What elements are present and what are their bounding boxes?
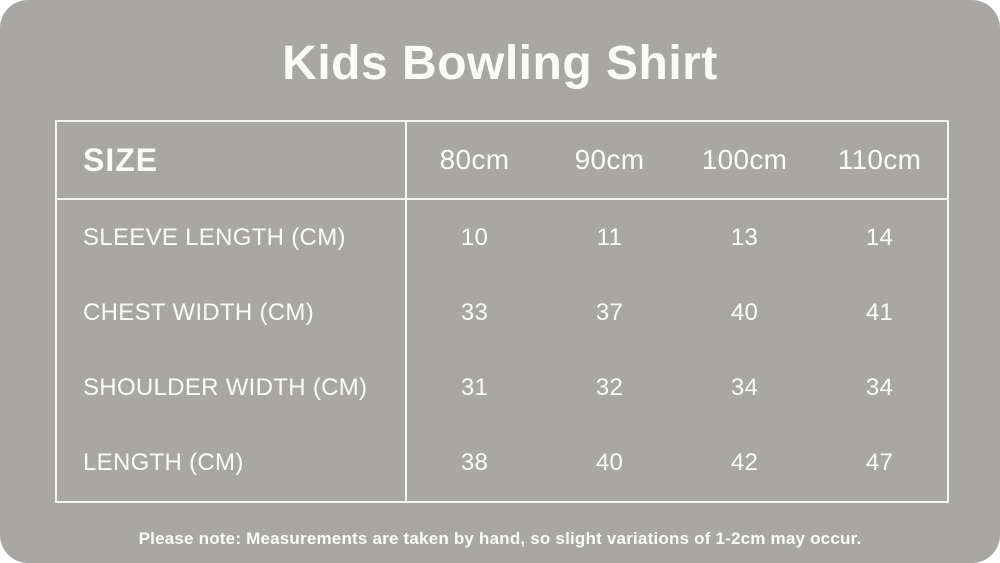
table-cell: 32 — [595, 374, 624, 402]
table-cell: 40 — [595, 449, 624, 477]
table-cell: 14 — [865, 223, 894, 251]
table-corner-header: SIZE — [57, 122, 407, 200]
table-cell: 10 — [460, 223, 489, 251]
table-cell: 40 — [730, 298, 759, 326]
table-cell: 34 — [730, 374, 759, 402]
table-cell: 11 — [596, 223, 623, 251]
column-header-80cm: 80cm — [407, 122, 542, 200]
column-header-90cm: 90cm — [542, 122, 677, 200]
table-cell: 38 — [460, 449, 489, 477]
measurement-note: Please note: Measurements are taken by hand, so slight variations of 1-2cm may occur. — [138, 529, 862, 548]
table-cell: 41 — [865, 298, 894, 326]
row-label-sleeve-length: SLEEVE LENGTH (CM) — [57, 200, 407, 275]
table-cell: 33 — [460, 298, 489, 326]
table-cell: 37 — [595, 298, 624, 326]
row-label-length: LENGTH (CM) — [57, 426, 407, 501]
page-title: Kids Bowling Shirt — [282, 37, 718, 90]
column-header-110cm: 110cm — [812, 122, 947, 200]
row-label-chest-width: CHEST WIDTH (CM) — [57, 275, 407, 350]
table-cell: 13 — [730, 223, 759, 251]
column-header-100cm: 100cm — [677, 122, 812, 200]
table-cell: 34 — [865, 374, 894, 402]
row-label-shoulder-width: SHOULDER WIDTH (CM) — [57, 351, 407, 426]
table-cell: 47 — [865, 449, 894, 477]
table-cell: 31 — [460, 374, 489, 402]
table-cell: 42 — [730, 449, 759, 477]
size-table — [55, 120, 949, 503]
